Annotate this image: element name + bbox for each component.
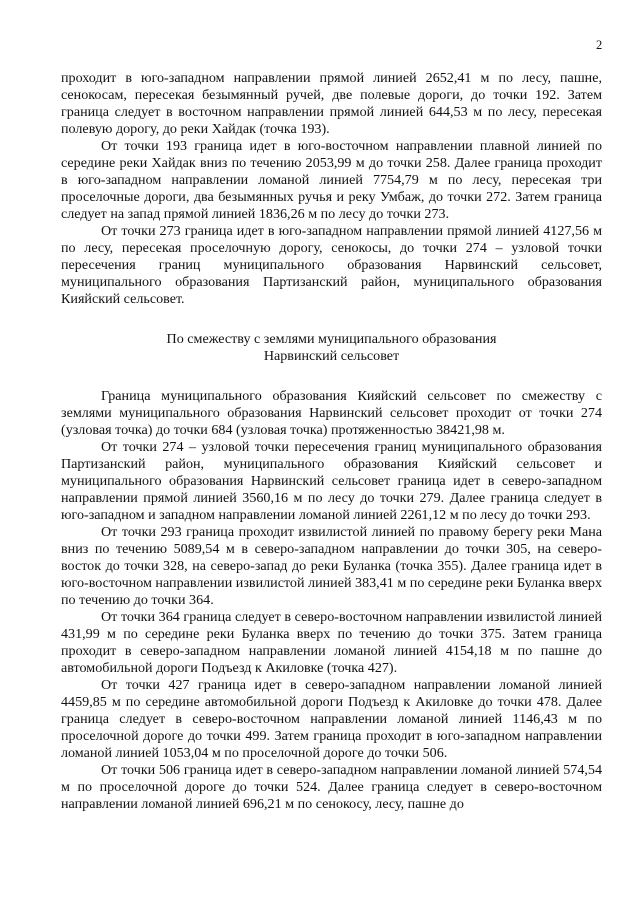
section-heading-line-2: Нарвинский сельсовет — [263, 348, 400, 364]
paragraph-point-427: От точки 427 граница идет в северо-западном направлении ломаной линией 4459,85 м по середине автомобильной дороги Подъезд к Акиловке до точки 478. Далее граница следует в северо-восточном направлении ломаной линией 1146,43 м по проселочной дороге до точки 499. Затем граница проходит в юго-западном направлении ломаной линией 1053,04 м по проселочной дороге до точки 506. — [61, 677, 602, 761]
section-heading — [61, 331, 602, 365]
paragraph-point-506: От точки 506 граница идет в северо-западном направлении ломаной линией 574,54 м по проселочной дороге до точки 524. Далее граница следует в северо-восточном направлении ломаной линией 696,21 м по сенокосу, лесу, пашне до — [61, 762, 602, 812]
page-number: 2 — [596, 38, 603, 52]
paragraph-point-293: От точки 293 граница проходит извилистой линией по правому берегу реки Мана вниз по течению 5089,54 м в северо-западном направлении до точки 305, на северо-восток до точки 328, на северо-запад до реки Буланка (точка 355). Далее граница идет в юго-восточном направлении извилистой линией 383,41 м по середине реки Буланка вверх по течению до точки 364. — [61, 524, 602, 608]
section-heading-line-1: По смежеству с землями муниципального образования — [166, 331, 497, 347]
text-section-top — [61, 70, 602, 308]
text-section-bottom — [61, 388, 602, 813]
paragraph-boundary-intro: Граница муниципального образования Кияйский сельсовет по смежеству с землями муниципального образования Нарвинский сельсовет проходит от точки 274 (узловая точка) до точки 684 (узловая точка) протяженностью 38421,98 м. — [61, 388, 602, 438]
paragraph-point-273: От точки 273 граница идет в юго-западном направлении прямой линией 4127,56 м по лесу, пересекая проселочную дорогу, сенокосы, до точки 274 – узловой точки пересечения границ муниципального образования Нарвинский сельсовет, муниципального образования Партизанский район, муниципального образования Кияйский сельсовет. — [61, 223, 602, 307]
paragraph-point-364: От точки 364 граница следует в северо-восточном направлении извилистой линией 431,99 м по середине реки Буланка вверх по течению до точки 375. Затем граница проходит в северо-западном направлении ломаной линией 4154,18 м по пашне до автомобильной дороги Подъезд к Акиловке (точка 427). — [61, 609, 602, 676]
paragraph-point-193: От точки 193 граница идет в юго-восточном направлении плавной линией по середине реки Хайдак вниз по течению 2053,99 м до точки 258. Далее граница проходит в юго-западном направлении ломаной линией 7754,79 м по лесу, пересекая три проселочные дороги, два безымянных ручья и реку Умбаж, до точки 272. Затем граница следует на запад прямой линией 1836,26 м по лесу до точки 273. — [61, 138, 602, 222]
paragraph-continuation: проходит в юго-западном направлении прямой линией 2652,41 м по лесу, пашне, сенокосам, пересекая безымянный ручей, две полевые дороги, до точки 192. Затем граница следует в восточном направлении прямой линией 644,53 м по лесу, пересекая полевую дорогу, до реки Хайдак (точка 193). — [61, 70, 602, 137]
paragraph-point-274: От точки 274 – узловой точки пересечения границ муниципального образования Партизанский район, муниципального образования Кияйский сельсовет и муниципального образования Нарвинский сельсовет граница идет в северо-западном направлении прямой линией 3560,16 м по лесу до точки 279. Далее граница следует в юго-западном и западном направлении ломаной линией 2261,12 м по лесу до точки 293. — [61, 439, 602, 523]
